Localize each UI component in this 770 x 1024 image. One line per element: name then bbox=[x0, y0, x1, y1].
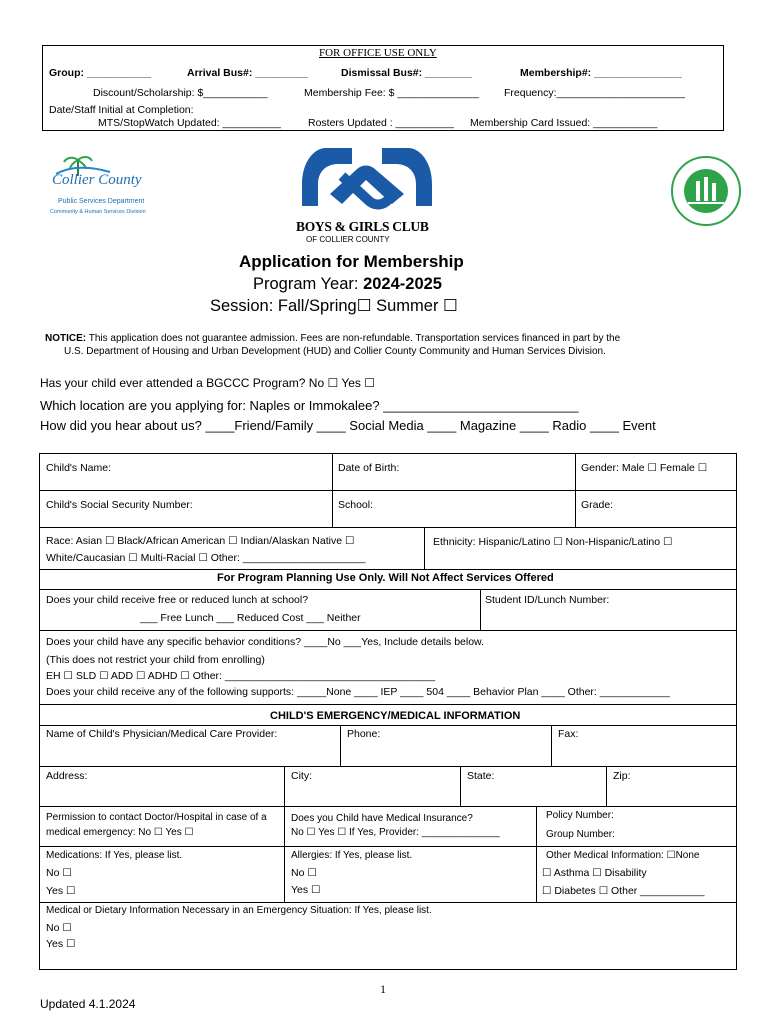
group-number-field[interactable]: Group Number: bbox=[546, 829, 615, 840]
col-divider bbox=[536, 806, 537, 902]
boys-girls-club-logo bbox=[296, 146, 438, 246]
policy-number-field[interactable]: Policy Number: bbox=[546, 810, 614, 821]
medical-header: CHILD'S EMERGENCY/MEDICAL INFORMATION bbox=[270, 710, 521, 722]
allergies-no[interactable]: No ☐ bbox=[291, 867, 317, 879]
race-line1[interactable]: Race: Asian ☐ Black/African American ☐ Indian/Alaskan Native ☐ bbox=[46, 535, 355, 547]
allergies-yes[interactable]: Yes ☐ bbox=[291, 884, 321, 896]
membership-card-field[interactable]: Membership Card Issued: ___________ bbox=[470, 117, 658, 129]
notice-line1 bbox=[45, 333, 620, 344]
allergies-label: Allergies: If Yes, please list. bbox=[291, 850, 413, 861]
hear-about-question[interactable]: How did you hear about us? ____Friend/Family ____ Social Media ____ Magazine ____ Radio ____ Event bbox=[40, 418, 656, 433]
row-divider bbox=[40, 589, 736, 590]
physician-field[interactable]: Name of Child's Physician/Medical Care Provider: bbox=[46, 728, 278, 740]
notice-label: NOTICE: bbox=[45, 333, 87, 344]
row-divider bbox=[40, 490, 736, 491]
hud-seal-icon bbox=[670, 153, 742, 231]
page-number: 1 bbox=[380, 982, 386, 996]
col-divider bbox=[340, 725, 341, 766]
school-field[interactable]: School: bbox=[338, 499, 374, 511]
col-divider bbox=[606, 766, 607, 806]
bgc-title: BOYS & GIRLS CLUB bbox=[296, 219, 429, 234]
row-divider bbox=[40, 902, 736, 903]
fax-field[interactable]: Fax: bbox=[558, 728, 579, 740]
insurance-line1: Does you Child have Medical Insurance? bbox=[291, 813, 473, 824]
col-divider bbox=[424, 527, 425, 569]
race-line2[interactable]: White/Caucasian ☐ Multi-Racial ☐ Other: _____________________ bbox=[46, 552, 366, 564]
phone-field[interactable]: Phone: bbox=[347, 728, 381, 740]
other-medical-label[interactable]: Other Medical Information: ☐None bbox=[546, 850, 700, 861]
address-field[interactable]: Address: bbox=[46, 770, 88, 782]
office-use-box bbox=[42, 45, 724, 131]
dietary-yes[interactable]: Yes ☐ bbox=[46, 938, 76, 950]
row-divider bbox=[40, 766, 736, 767]
date-staff-label: Date/Staff Initial at Completion: bbox=[49, 104, 194, 116]
mts-updated-field[interactable]: MTS/StopWatch Updated: __________ bbox=[98, 117, 281, 129]
col-divider bbox=[284, 806, 285, 902]
row-divider bbox=[40, 806, 736, 807]
frequency-field[interactable]: Frequency:______________________ bbox=[504, 87, 685, 99]
location-question[interactable]: Which location are you applying for: Naples or Immokalee? ___________________________ bbox=[40, 398, 579, 413]
notice-line2: U.S. Department of Housing and Urban Development (HUD) and Collier County Community and Human Services Division. bbox=[64, 346, 606, 357]
permission-line1: Permission to contact Doctor/Hospital in case of a bbox=[46, 812, 267, 823]
col-divider bbox=[480, 589, 481, 630]
collier-sub1: Public Services Department bbox=[58, 198, 145, 205]
city-field[interactable]: City: bbox=[291, 770, 312, 782]
ethnicity-field[interactable]: Ethnicity: Hispanic/Latino ☐ Non-Hispanic/Latino ☐ bbox=[433, 536, 673, 548]
behavior-question[interactable]: Does your child have any specific behavior conditions? ____No ___Yes, Include details below. bbox=[46, 636, 484, 648]
col-divider bbox=[551, 725, 552, 766]
discount-field[interactable]: Discount/Scholarship: $___________ bbox=[93, 87, 268, 99]
hud-seal-logo bbox=[670, 153, 742, 231]
group-field[interactable]: Group: ___________ bbox=[49, 67, 152, 79]
dismissal-bus-field[interactable]: Dismissal Bus#: ________ bbox=[341, 67, 472, 79]
behavior-note: (This does not restrict your child from enrolling) bbox=[46, 654, 265, 666]
medications-yes[interactable]: Yes ☐ bbox=[46, 885, 76, 897]
col-divider bbox=[460, 766, 461, 806]
row-divider bbox=[40, 630, 736, 631]
col-divider bbox=[332, 454, 333, 527]
attended-question[interactable]: Has your child ever attended a BGCCC Program? No ☐ Yes ☐ bbox=[40, 376, 376, 390]
updated-date: Updated 4.1.2024 bbox=[40, 997, 136, 1011]
row-divider bbox=[40, 569, 736, 570]
gender-field[interactable]: Gender: Male ☐ Female ☐ bbox=[581, 462, 708, 474]
asthma-disability[interactable]: ☐ Asthma ☐ Disability bbox=[542, 867, 647, 879]
collier-county-title: Collier County bbox=[52, 172, 142, 188]
col-divider bbox=[575, 454, 576, 527]
grade-field[interactable]: Grade: bbox=[581, 499, 614, 511]
bgc-subtitle: OF COLLIER COUNTY bbox=[306, 235, 390, 244]
row-divider bbox=[40, 704, 736, 705]
childs-name-field[interactable]: Child's Name: bbox=[46, 462, 112, 474]
dietary-no[interactable]: No ☐ bbox=[46, 922, 72, 934]
program-year-value: 2024-2025 bbox=[363, 275, 442, 293]
membership-fee-field[interactable]: Membership Fee: $ ______________ bbox=[304, 87, 480, 99]
medications-label: Medications: If Yes, please list. bbox=[46, 850, 183, 861]
lunch-question: Does your child receive free or reduced lunch at school? bbox=[46, 594, 309, 606]
state-field[interactable]: State: bbox=[467, 770, 495, 782]
behavior-options[interactable]: EH ☐ SLD ☐ ADD ☐ ADHD ☐ Other: ____________________________________ bbox=[46, 670, 436, 682]
dietary-label: Medical or Dietary Information Necessary in an Emergency Situation: If Yes, please list. bbox=[46, 905, 432, 916]
supports-question[interactable]: Does your child receive any of the following supports: _____None ____ IEP ____ 504 ____ Behavior Plan ____ Other: ____________ bbox=[46, 686, 670, 698]
notice-text1: This application does not guarantee admission. Fees are non-refundable. Transportation services financed in part by the bbox=[86, 333, 621, 344]
zip-field[interactable]: Zip: bbox=[613, 770, 631, 782]
membership-number-field[interactable]: Membership#: _______________ bbox=[520, 67, 682, 79]
dob-field[interactable]: Date of Birth: bbox=[338, 462, 400, 474]
row-divider bbox=[40, 527, 736, 528]
student-id-field[interactable]: Student ID/Lunch Number: bbox=[485, 594, 610, 606]
application-title: Application for Membership bbox=[239, 252, 464, 271]
bgc-hands-icon bbox=[296, 146, 438, 218]
session-line[interactable]: Session: Fall/Spring☐ Summer ☐ bbox=[210, 297, 458, 315]
row-divider bbox=[40, 725, 736, 726]
program-year bbox=[253, 275, 442, 294]
lunch-options[interactable]: ___ Free Lunch ___ Reduced Cost ___ Neither bbox=[140, 612, 361, 624]
collier-sub2: Community & Human Services Division bbox=[50, 209, 146, 215]
program-year-label: Program Year: bbox=[253, 275, 364, 293]
application-table bbox=[39, 453, 737, 970]
planning-header: For Program Planning Use Only. Will Not Affect Services Offered bbox=[217, 572, 554, 584]
office-use-title: FOR OFFICE USE ONLY bbox=[319, 47, 437, 59]
arrival-bus-field[interactable]: Arrival Bus#: _________ bbox=[187, 67, 308, 79]
permission-line2[interactable]: medical emergency: No ☐ Yes ☐ bbox=[46, 827, 194, 838]
collier-county-logo bbox=[50, 154, 146, 224]
rosters-updated-field[interactable]: Rosters Updated : __________ bbox=[308, 117, 454, 129]
medications-no[interactable]: No ☐ bbox=[46, 867, 72, 879]
ssn-field[interactable]: Child's Social Security Number: bbox=[46, 499, 193, 511]
insurance-line2[interactable]: No ☐ Yes ☐ If Yes, Provider: ______________ bbox=[291, 827, 500, 838]
diabetes-other[interactable]: ☐ Diabetes ☐ Other ___________ bbox=[542, 885, 705, 897]
row-divider bbox=[40, 846, 736, 847]
